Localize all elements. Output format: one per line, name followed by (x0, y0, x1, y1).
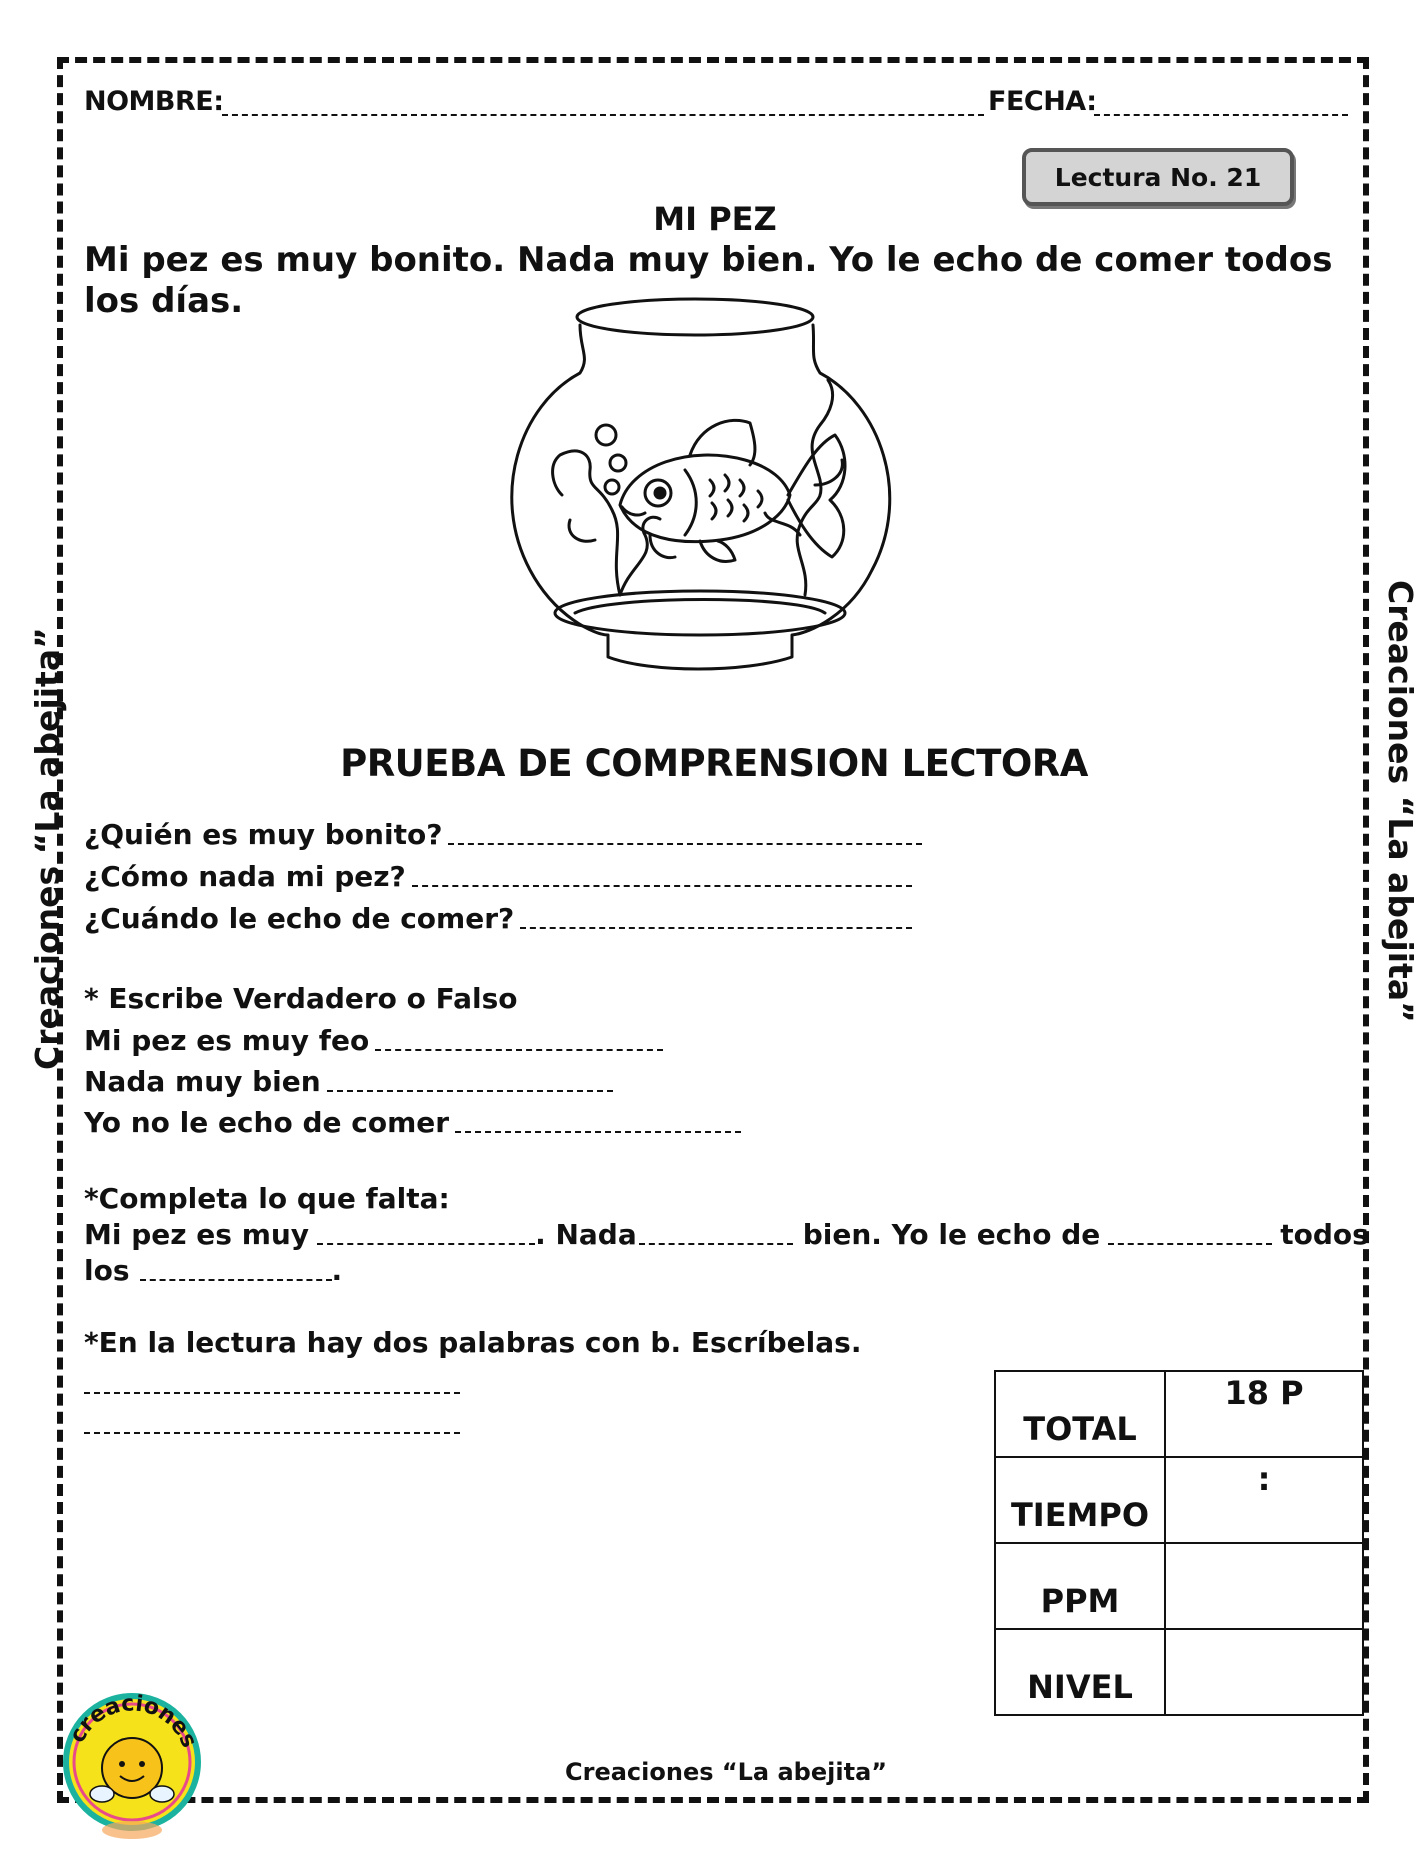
score-value-ppm[interactable] (1165, 1543, 1363, 1629)
score-table (994, 1370, 1364, 1716)
complete-seg-4: todos (1280, 1218, 1369, 1251)
logo-text: creaciones (64, 1691, 202, 1752)
answer-3-field[interactable] (520, 927, 912, 929)
score-label-ppm: PPM (995, 1543, 1165, 1629)
date-label: FECHA: (988, 86, 1097, 117)
score-row-level (995, 1629, 1363, 1715)
name-label: NOMBRE: (84, 86, 224, 117)
answer-2-field[interactable] (412, 885, 912, 887)
question-1 (84, 818, 922, 851)
true-false-2-field[interactable] (327, 1090, 613, 1092)
test-title: PRUEBA DE COMPRENSION LECTORA (340, 742, 1088, 785)
true-false-item-1-text: Mi pez es muy feo (84, 1024, 370, 1057)
fishbowl-illustration (500, 295, 930, 680)
true-false-item-1 (84, 1024, 663, 1057)
b-word-field-1[interactable] (84, 1392, 460, 1394)
complete-seg-5: los (84, 1254, 130, 1287)
true-false-item-3-text: Yo no le echo de comer (84, 1106, 450, 1139)
b-words-heading: *En la lectura hay dos palabras con b. Escríbelas. (84, 1326, 862, 1359)
score-label-level: NIVEL (995, 1629, 1165, 1715)
complete-heading: *Completa lo que falta: (84, 1182, 450, 1215)
score-row-time (995, 1457, 1363, 1543)
question-3 (84, 902, 912, 935)
question-3-text: ¿Cuándo le echo de comer? (84, 902, 515, 935)
true-false-1-field[interactable] (375, 1049, 663, 1051)
score-value-total[interactable]: 18 P (1165, 1371, 1363, 1457)
true-false-heading: * Escribe Verdadero o Falso (84, 982, 518, 1015)
true-false-item-2-text: Nada muy bien (84, 1065, 321, 1098)
name-field[interactable] (222, 114, 984, 116)
true-false-3-field[interactable] (455, 1131, 741, 1133)
story-title: MI PEZ (653, 200, 777, 238)
score-label-time: TIEMPO (995, 1457, 1165, 1543)
question-1-text: ¿Quién es muy bonito? (84, 818, 443, 851)
complete-blank-4[interactable] (140, 1279, 332, 1281)
complete-seg-2: . Nada (535, 1218, 637, 1251)
complete-seg-6: . (331, 1254, 343, 1287)
story-line-1: Mi pez es muy bonito. Nada muy bien. Yo le echo de comer todos (84, 240, 1333, 280)
complete-blank-3[interactable] (1108, 1243, 1272, 1245)
complete-seg-1: Mi pez es muy (84, 1218, 310, 1251)
score-value-level[interactable] (1165, 1629, 1363, 1715)
score-row-total (995, 1371, 1363, 1457)
date-field[interactable] (1094, 114, 1348, 116)
complete-line-1 (84, 1218, 1369, 1251)
question-2 (84, 860, 912, 893)
complete-seg-3: bien. Yo le echo de (802, 1218, 1101, 1251)
complete-blank-1[interactable] (317, 1243, 535, 1245)
complete-blank-2[interactable] (639, 1243, 793, 1245)
question-2-text: ¿Cómo nada mi pez? (84, 860, 406, 893)
answer-1-field[interactable] (448, 843, 922, 845)
true-false-item-2 (84, 1065, 613, 1098)
story-line-2: los días. (84, 281, 244, 321)
score-row-ppm (995, 1543, 1363, 1629)
footer-credit: Creaciones “La abejita” (565, 1758, 888, 1786)
score-label-total: TOTAL (995, 1371, 1165, 1457)
bee-logo (62, 1690, 202, 1840)
right-side-credit: Creaciones “La abejita” (1381, 580, 1420, 1023)
reading-number-badge: Lectura No. 21 (1022, 148, 1294, 206)
complete-line-2 (84, 1254, 342, 1287)
score-value-time[interactable]: : (1165, 1457, 1363, 1543)
left-side-credit: Creaciones “La abejita” (28, 627, 67, 1070)
b-word-field-2[interactable] (84, 1432, 460, 1434)
true-false-item-3 (84, 1106, 741, 1139)
